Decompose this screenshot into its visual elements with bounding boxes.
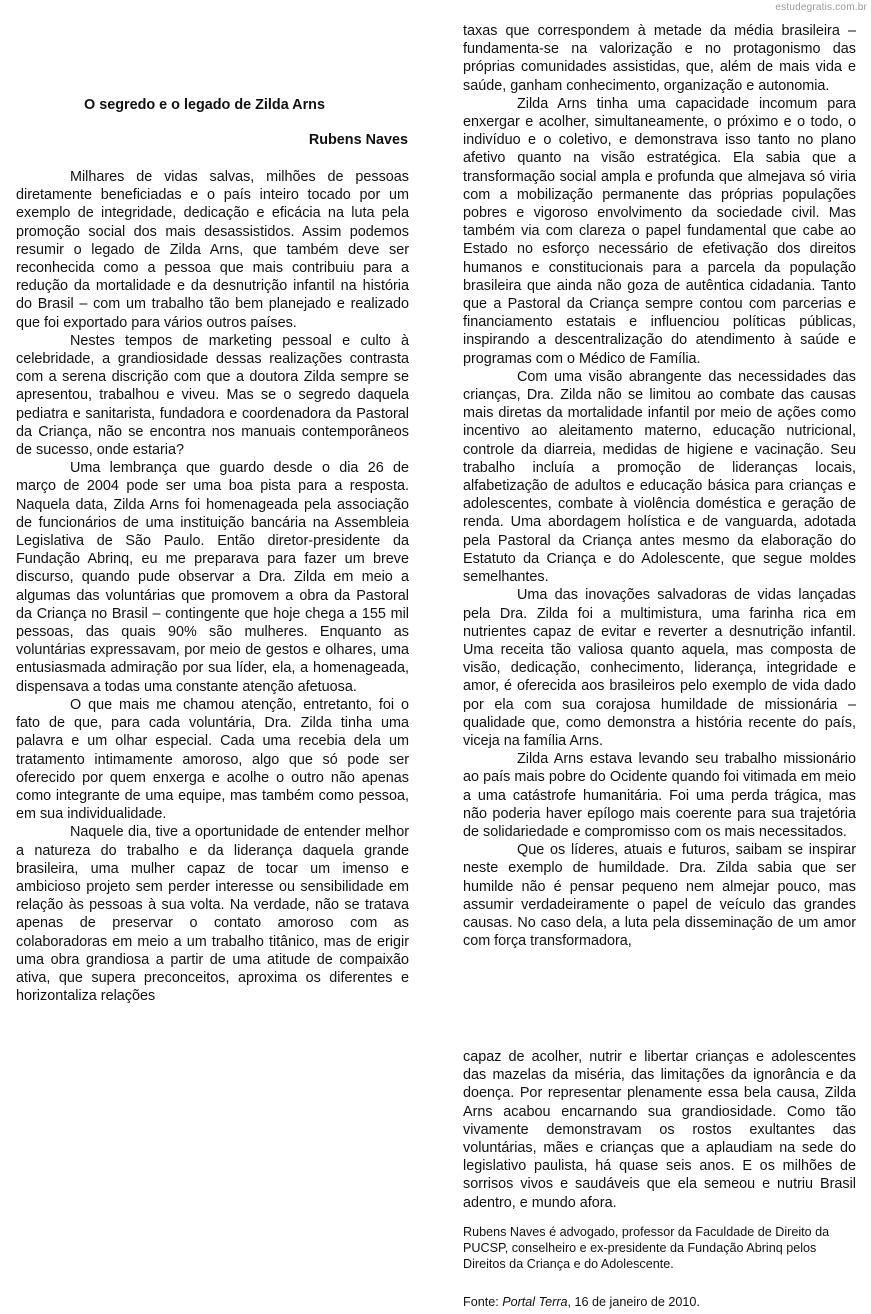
paragraph: Uma lembrança que guardo desde o dia 26 de março de 2004 pode ser uma boa pista para a resposta. Naquela data, Zilda Arns foi homenageada pela associação de funcionários de uma instituição bancária na Assembleia Legislativa de São Paulo. Então diretor-presidente da Fundação Abrinq, eu me preparava para fazer um breve discurso, quando pude observar a Dra. Zilda em meio a algumas das voluntárias que promovem a obra da Pastoral da Criança no Brasil – contingente que hoje chega a 155 mil pessoas, das quais 90% são mulheres. Enquanto as voluntárias expressavam, por meio de gestos e olhares, uma entusiasmada admiração por sua líder, ela, a homenageada, dispensava a todas uma constante atenção afetuosa. xyxy=(16,460,409,695)
paragraph: Nestes tempos de marketing pessoal e culto à celebridade, a grandiosidade dessas realizações contrasta com a serena discrição com que a doutora Zilda sempre se apresentou, trabalhou e viveu. Mas se o segredo daquela pediatra e sanitarista, fundadora e coordenadora da Pastoral da Criança, não se encontra nos manuais contemporâneos de sucesso, onde estaria? xyxy=(16,332,409,459)
left-column xyxy=(16,168,409,1005)
paragraph: O que mais me chamou atenção, entretanto, foi o fato de que, para cada voluntária, Dra. Zilda tinha uma palavra e um olhar especial. Cada uma recebia dela um tratamento intimamente amoroso, algo que só pode ser oferecido por quem enxerga e acolhe o outro não apenas como integrante de uma equipe, mas também como pessoa, em sua individualidade. xyxy=(16,696,409,823)
paragraph: Que os líderes, atuais e futuros, saibam se inspirar neste exemplo de humildade. Dra. Zilda sabia que ser humilde não é pensar pequeno nem almejar pouco, mas assumir verdadeiramente o papel de veículo das grandes causas. No caso dela, a luta pela disseminação de um amor com força transformadora, xyxy=(463,842,856,950)
right-column-tail xyxy=(463,1048,856,1212)
source-line xyxy=(463,1294,700,1310)
paragraph: Com uma visão abrangente das necessidades das crianças, Dra. Zilda não se limitou ao combate das causas mais diretas da mortalidade infantil por meio de ações como incentivo ao aleitamento materno, educação nutricional, controle da diarreia, medidas de higiene e vacinação. Seu trabalho incluía a promoção de lideranças locais, alfabetização de adultos e educação básica para crianças e adolescentes, combate à violência doméstica e geração de renda. Uma abordagem holística e de vanguarda, adotada pela Pastoral da Criança antes mesmo da elaboração do Estatuto da Criança e do Adolescente, que segue moldes semelhantes. xyxy=(463,368,856,586)
paragraph: Milhares de vidas salvas, milhões de pessoas diretamente beneficiadas e o país inteiro tocado por um exemplo de integridade, dedicação e eficácia na luta pela promoção social dos mais desassistidos. Assim podemos resumir o legado de Zilda Arns, que também deve ser reconhecida como a pessoa que mais contribuiu para a redução da mortalidade e da desnutrição infantil na história do Brasil – com um trabalho tão bem planejado e realizado que foi exportado para vários outros países. xyxy=(16,169,409,331)
source-name: Portal Terra xyxy=(502,1295,568,1309)
paragraph: Zilda Arns tinha uma capacidade incomum para enxergar e acolher, simultaneamente, o próximo e o todo, o indivíduo e o coletivo, e demonstrava isso tanto no plano afetivo quanto na visão estratégica. Ela sabia que a transformação social ampla e profunda que almejava só viria com a mobilização permanente das próprias populações pobres e vigoroso envolvimento da sociedade civil. Mas também via com clareza o papel fundamental que cabe ao Estado no esforço necessário de efetivação dos direitos humanos e constitucionais para a parcela da população brasileira que ainda não goza de autêntica cidadania. Tanto que a Pastoral da Criança sempre contou com parcerias e financiamento estatais e influenciou políticas públicas, inspirando a descentralização do atendimento à saúde e programas com o Médico de Família. xyxy=(463,95,856,367)
paragraph-continuation: capaz de acolher, nutrir e libertar crianças e adolescentes das mazelas da miséria, das limitações da ignorância e da doença. Por representar plenamente essa bela causa, Zilda Arns acabou encarnando sua grandiosidade. Como tão vivamente demonstravam os rostos exultantes das voluntárias, mães e crianças que a aplaudiam na sede do legislativo paulista, há quase seis anos. E os milhões de sorrisos vivos e saudáveis que ela semeou e nutriu Brasil adentro, e mundo afora. xyxy=(463,1049,856,1211)
source-date: , 16 de janeiro de 2010. xyxy=(567,1295,700,1309)
paragraph-continuation: taxas que correspondem à metade da média brasileira – fundamenta-se na valorização e no protagonismo das próprias comunidades assistidas, que, além de mais vida e saúde, ganham conhecimento, organização e autonomia. xyxy=(463,23,856,94)
paragraph: Zilda Arns estava levando seu trabalho missionário ao país mais pobre do Ocidente quando foi vitimada em meio a uma catástrofe humanitária. Foi uma perda trágica, mas não poderia haver epílogo mais coerente para sua trajetória de solidariedade e compromisso com os mais necessitados. xyxy=(463,751,856,840)
site-watermark: estudegratis.com.br xyxy=(775,2,867,13)
article-title: O segredo e o legado de Zilda Arns xyxy=(84,97,325,113)
paragraph: Uma das inovações salvadoras de vidas lançadas pela Dra. Zilda foi a multimistura, uma farinha rica em nutrientes capaz de evitar e reverter a desnutrição infantil. Uma receita tão valiosa quanto aquela, mas composta de visão, dedicação, conhecimento, liderança, integridade e amor, é oferecida aos brasileiros pelo exemplo de vida dado por ela com sua corajosa humildade de missionária – qualidade que, como demonstra a história recente do país, viceja na família Arns. xyxy=(463,587,856,749)
source-label: Fonte: xyxy=(463,1295,499,1309)
paragraph: Naquele dia, tive a oportunidade de entender melhor a natureza do trabalho e da liderança daquela grande brasileira, uma mulher capaz de tocar um imenso e ambicioso projeto sem perder interesse ou sensibilidade em relação às pessoas à sua volta. Na verdade, não se tratava apenas de preservar o contato amoroso com as colaboradoras em meio a um trabalho titânico, mas de erigir uma obra grandiosa a partir de uma atitude de compaixão ativa, que supera preconceitos, aproxima os diferentes e horizontaliza relações xyxy=(16,824,409,1005)
right-column xyxy=(463,22,856,950)
article-author: Rubens Naves xyxy=(308,132,408,148)
author-bio: Rubens Naves é advogado, professor da Faculdade de Direito da PUCSP, conselheiro e ex-presidente da Fundação Abrinq pelos Direitos da Criança e do Adolescente. xyxy=(463,1225,830,1272)
